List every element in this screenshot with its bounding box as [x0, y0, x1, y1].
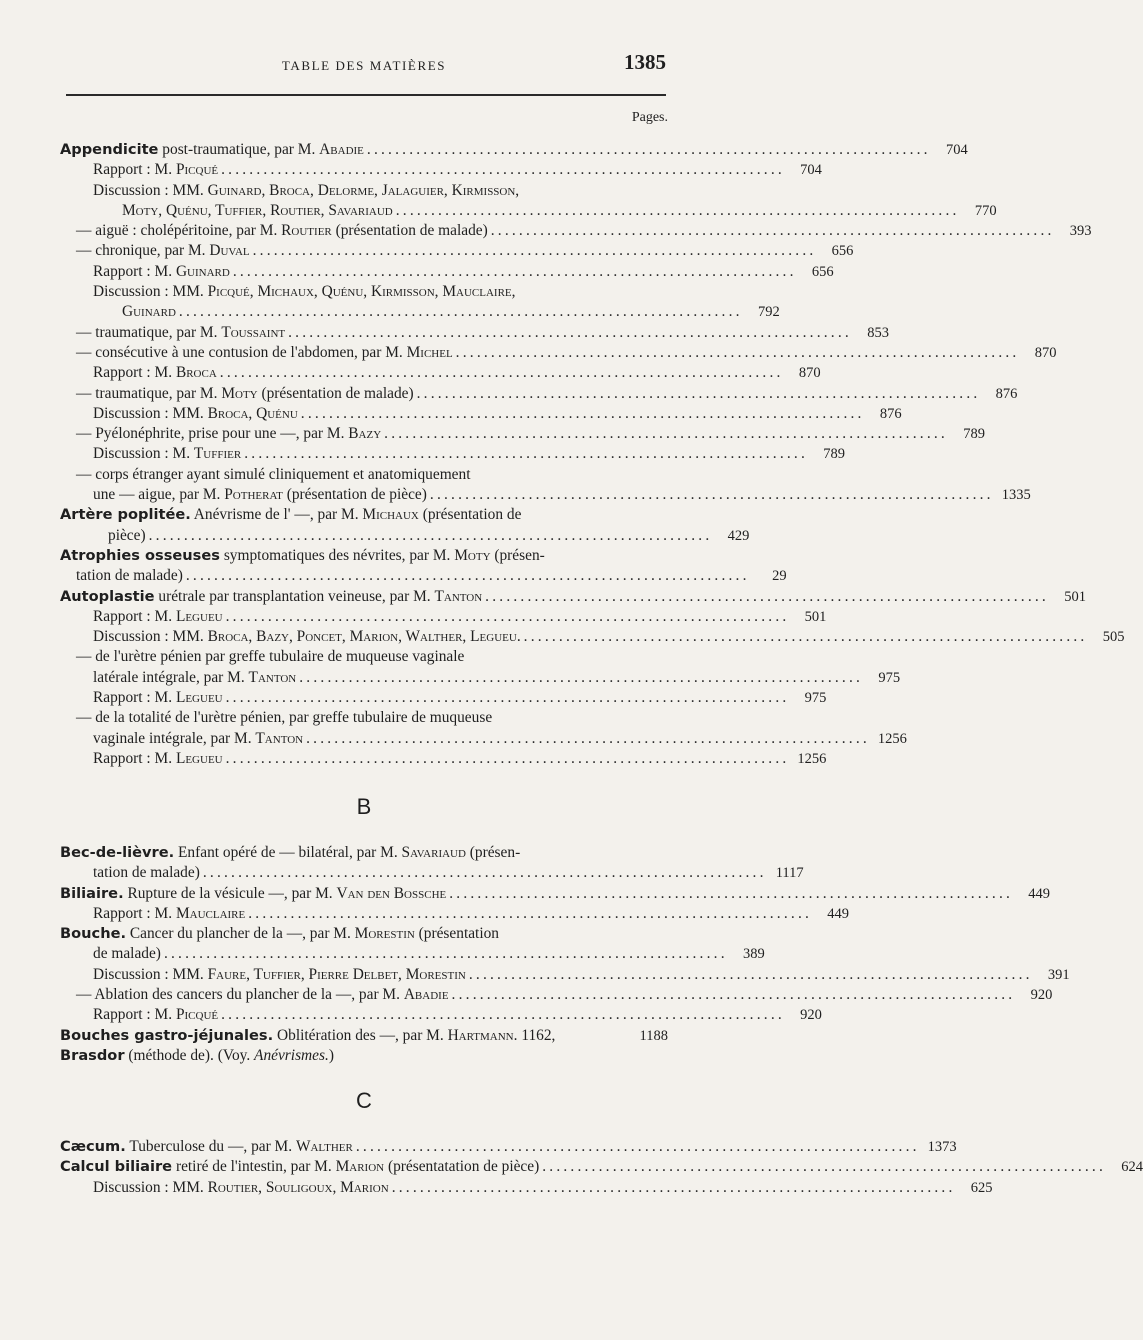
author-name: Tuffier [193, 445, 242, 463]
author-name: Broca [175, 364, 217, 382]
dot-leader: ................................................................................ [384, 425, 948, 443]
entry-text: Discussion : MM. Faure, Tuffier, Pierre Delbet, Morestin [93, 965, 466, 983]
index-section-b [60, 843, 1070, 1066]
author-name: Legueu [175, 607, 223, 625]
cross-reference: Anévrismes. [254, 1046, 329, 1064]
page-reference: 391 [1047, 966, 1070, 983]
index-entry [60, 843, 668, 863]
dot-leader: ................................................................................ [225, 749, 790, 767]
index-entry [60, 1157, 1143, 1177]
author-name: Broca, Quénu [207, 404, 298, 422]
index-entry [60, 485, 1031, 505]
index-entry [60, 444, 846, 464]
dot-leader: ................................................................................ [232, 262, 797, 280]
page-reference: 449 [827, 905, 850, 922]
entry-heading: Biliaire. [60, 884, 124, 902]
index-entry [60, 465, 668, 485]
page-reference: 1117 [775, 865, 804, 882]
page-reference: 656 [831, 243, 854, 260]
dot-leader: ................................................................................ [178, 303, 743, 321]
author-name: Routier, Souligoux, Marion [207, 1178, 389, 1196]
author-name: Guinard, Broca, Delorme, Jalaguier, Kirmisson, [207, 181, 520, 199]
entry-text [122, 201, 393, 221]
entry-text: Brasdor (méthode de). (Voy. Anévrismes.) [60, 1046, 334, 1064]
index-entry [60, 884, 1051, 904]
dot-leader: ................................................................................ [252, 242, 817, 260]
dot-leader: ................................................................................ [449, 884, 1014, 902]
page-number: 1385 [624, 50, 666, 74]
entry-heading: Calcul biliaire [60, 1158, 173, 1176]
index-entry [60, 343, 1057, 363]
index-entry [60, 863, 804, 883]
entry-text: latérale intégrale, par M. Tanton [93, 668, 297, 686]
entry-text: Rapport : M. Legueu [93, 749, 223, 767]
author-name: Toussaint [221, 323, 286, 341]
entry-text: — traumatique, par M. Toussaint [76, 323, 286, 341]
page-reference: 920 [800, 1007, 822, 1024]
entry-text: de malade) [93, 945, 161, 963]
section-letter-b: B [356, 794, 372, 819]
author-name: Mauclaire [175, 904, 246, 922]
dot-leader: ................................................................................ [542, 1158, 1107, 1176]
dot-leader: ................................................................................ [225, 607, 790, 625]
author-name: Morestin [354, 925, 415, 943]
entry-heading: Artère poplitée. [60, 506, 191, 524]
index-entry [60, 587, 1086, 607]
index-entry [60, 363, 821, 383]
entry-text: Rapport : M. Legueu [93, 689, 223, 707]
author-name: Tanton [248, 668, 297, 686]
entry-text: une — aigue, par M. Potherat (présentation de pièce) [93, 486, 427, 504]
page-reference: 1188 [639, 1027, 668, 1044]
entry-text: — de la totalité de l'urètre pénien, par greffe tubulaire de muqueuse [76, 709, 493, 727]
page-reference: 789 [823, 446, 846, 463]
page-reference: 29 [772, 568, 787, 585]
entry-text: Discussion : MM. Broca, Bazy, Poncet, Marion, Walther, Legueu. [93, 628, 521, 646]
entry-text: Calcul biliaire retiré de l'intestin, par M. Marion (présentatation de pièce) [60, 1158, 540, 1176]
dot-leader: ................................................................................ [355, 1138, 920, 1155]
page-reference: 975 [804, 690, 827, 707]
page-reference: 975 [878, 669, 901, 686]
dot-leader: ................................................................................ [185, 567, 750, 585]
entry-text: Bouches gastro-jéjunales. Oblitération des —, par M. Hartmann. 1162, [60, 1026, 556, 1044]
page-reference: 393 [1069, 223, 1092, 240]
entry-text: — aiguë : cholépéritoine, par M. Routier (présentation de malade) [76, 222, 488, 240]
dot-leader: ................................................................................ [395, 201, 960, 219]
author-name: Broca, Bazy, Poncet, Marion, Walther, Legueu [207, 628, 517, 646]
dot-leader: ................................................................................ [485, 587, 1049, 605]
entry-text: Rapport : M. Picqué [93, 161, 219, 179]
index-entry [60, 302, 780, 322]
author-name: Abadie [403, 986, 449, 1004]
index-entry [60, 160, 822, 180]
entry-heading: Cæcum. [60, 1138, 126, 1155]
entry-text: Rapport : M. Legueu [93, 607, 223, 625]
index-entry [60, 201, 997, 221]
entry-text: Biliaire. Rupture de la vésicule —, par M. Van den Bossche [60, 884, 447, 902]
index-entry [60, 181, 668, 201]
page-reference: 1256 [797, 750, 827, 767]
page-reference: 789 [963, 426, 985, 443]
entry-text: Autoplastie urétrale par transplantation veineuse, par M. Tanton [60, 587, 483, 605]
author-name: Potherat [224, 486, 283, 504]
entry-text: Artère poplitée. Anévrisme de l' —, par M. Michaux (présentation de [60, 506, 522, 524]
author-name: Bazy [348, 425, 382, 443]
author-name: Guinard [122, 303, 176, 321]
page-reference: 501 [804, 608, 827, 625]
entry-text: vaginale intégrale, par M. Tanton [93, 729, 304, 747]
author-name: Abadie [319, 141, 364, 158]
dot-leader: ................................................................................ [468, 965, 1033, 983]
index-entry [60, 526, 750, 546]
header-rule [66, 94, 666, 96]
index-entry [60, 404, 902, 424]
index-entry [60, 1046, 668, 1066]
index-entry [60, 749, 827, 769]
author-name: Duval [209, 242, 250, 260]
author-name: Routier [281, 222, 332, 240]
author-name: Faure, Tuffier, Pierre Delbet, Morestin [207, 965, 466, 983]
index-entry [60, 904, 850, 924]
entry-text: — de l'urètre pénien par greffe tubulaire de muqueuse vaginale [76, 648, 465, 666]
dot-leader: ................................................................................ [366, 141, 931, 158]
page-reference: 870 [1034, 344, 1057, 361]
page-reference: 624 [1121, 1159, 1143, 1176]
page-reference: 449 [1028, 885, 1051, 902]
author-name: Moty, Quénu, Tuffier, Routier, Savariaud [122, 201, 393, 219]
entry-heading: Bouche. [60, 925, 127, 943]
dot-leader: ................................................................................ [221, 161, 785, 179]
page-reference: 505 [1102, 629, 1125, 646]
page-header [62, 48, 666, 82]
index-entry [60, 241, 854, 261]
index-entry [60, 384, 1018, 404]
author-name: Savariaud [401, 844, 466, 861]
entry-text: pièce) [108, 526, 146, 544]
entry-text [122, 302, 176, 322]
entry-text: Appendicite post-traumatique, par M. Abadie [60, 141, 364, 158]
dot-leader: ................................................................................ [416, 384, 981, 402]
dot-leader: ................................................................................ [523, 628, 1088, 646]
index-entry [60, 627, 1125, 647]
page-reference: 792 [757, 304, 780, 321]
index-entry [60, 505, 668, 525]
entry-heading: Bec-de-lièvre. [60, 844, 175, 861]
author-name: Van den Bossche [336, 884, 447, 902]
dot-leader: ................................................................................ [300, 404, 865, 422]
entry-text: Rapport : M. Guinard [93, 262, 230, 280]
entry-heading: Atrophies osseuses [60, 546, 220, 564]
entry-text: tation de malade) [93, 864, 200, 882]
page-reference: 1256 [877, 730, 907, 747]
index-entry [60, 729, 907, 749]
entry-text: — consécutive à une contusion de l'abdomen, par M. Michel [76, 343, 453, 361]
entry-heading: Autoplastie [60, 587, 155, 605]
author-name: Moty [221, 384, 258, 402]
dot-leader: ................................................................................ [248, 904, 813, 922]
entry-heading: Appendicite [60, 141, 159, 158]
author-name: Hartmann [447, 1026, 514, 1044]
section-letter-c: C [356, 1088, 372, 1113]
index-entry [60, 965, 1070, 985]
page-reference: 656 [811, 263, 834, 280]
author-name: Picqué [175, 161, 219, 179]
index-entry [60, 1137, 957, 1157]
dot-leader: ................................................................................ [490, 222, 1055, 240]
entry-text: Rapport : M. Broca [93, 364, 217, 382]
page-reference: 920 [1030, 987, 1053, 1004]
page-reference: 1335 [1001, 487, 1031, 504]
dot-leader: ................................................................................ [225, 689, 790, 707]
author-name: Michel [406, 343, 453, 361]
author-name: Legueu [175, 749, 223, 767]
page-reference: 876 [995, 385, 1018, 402]
entry-text: Bouche. Cancer du plancher de la —, par M. Morestin (présentation [60, 925, 500, 943]
index-entry [60, 688, 827, 708]
entry-text: Rapport : M. Picqué [93, 1006, 219, 1024]
page-reference: 876 [879, 405, 902, 422]
index-entry [60, 985, 1053, 1005]
author-name: Michaux [362, 506, 419, 524]
entry-text: — Ablation des cancers du plancher de la —, par M. Abadie [76, 986, 449, 1004]
entry-text: Discussion : MM. Routier, Souligoux, Marion [93, 1178, 389, 1196]
index-section-c [60, 1137, 1143, 1198]
author-name: Picqué, Michaux, Quénu, Kirmisson, Mauclaire, [207, 283, 516, 301]
index-section-a [60, 140, 1125, 769]
entry-text: Discussion : MM. Guinard, Broca, Delorme, Jalaguier, Kirmisson, [93, 181, 520, 199]
entry-heading: Brasdor [60, 1046, 125, 1064]
index-entry [60, 668, 901, 688]
author-name: Tanton [255, 729, 304, 747]
page-reference: 1373 [927, 1139, 957, 1155]
author-name: Marion [335, 1158, 385, 1176]
entry-text: — Pyélonéphrite, prise pour une —, par M. Bazy [76, 425, 382, 443]
index-entry [60, 323, 889, 343]
dot-leader: ................................................................................ [391, 1178, 956, 1196]
running-title: TABLE DES MATIÈRES [281, 58, 447, 73]
page-reference: 704 [800, 162, 822, 179]
page-reference: 870 [798, 365, 821, 382]
page-reference: 625 [970, 1179, 993, 1196]
index-entry [60, 566, 787, 586]
dot-leader: ................................................................................ [202, 864, 767, 882]
index-entry [60, 424, 985, 444]
dot-leader: ................................................................................ [306, 729, 870, 747]
dot-leader: ................................................................................ [455, 343, 1020, 361]
author-name: Tanton [434, 587, 483, 605]
entry-text: Rapport : M. Mauclaire [93, 904, 246, 922]
page-reference: 770 [974, 202, 997, 219]
dot-leader: ................................................................................ [221, 1006, 785, 1024]
entry-text: — corps étranger ayant simulé cliniquement et anatomiquement [76, 465, 471, 483]
index-entry [60, 647, 668, 667]
index-entry [60, 944, 765, 964]
index-entry [60, 221, 1092, 241]
entry-text: — chronique, par M. Duval [76, 242, 250, 260]
dot-leader: ................................................................................ [451, 986, 1016, 1004]
entry-text: Discussion : M. Tuffier [93, 445, 242, 463]
index-entry [60, 1178, 993, 1198]
index-entry [60, 546, 668, 566]
dot-leader: ................................................................................ [288, 323, 852, 341]
page-reference: 429 [727, 527, 750, 544]
index-entry [60, 262, 834, 282]
author-name: Moty [454, 546, 491, 564]
index-entry [60, 140, 968, 160]
pages-column-label: Pages. [631, 110, 668, 125]
index-entry [60, 924, 668, 944]
entry-text: Discussion : MM. Picqué, Michaux, Quénu, Kirmisson, Mauclaire, [93, 283, 516, 301]
page-reference: 704 [945, 142, 968, 158]
dot-leader: ................................................................................ [219, 364, 784, 382]
entry-heading: Bouches gastro-jéjunales. [60, 1026, 274, 1044]
dot-leader: ................................................................................ [429, 486, 994, 504]
entry-text: Cæcum. Tuberculose du —, par M. Walther [60, 1138, 353, 1155]
author-name: Legueu [175, 689, 223, 707]
author-name: Walther [295, 1138, 353, 1155]
page-reference: 501 [1064, 588, 1086, 605]
index-entry [60, 708, 668, 728]
index-entry [60, 607, 827, 627]
author-name: Guinard [175, 262, 230, 280]
page-reference: 853 [867, 324, 889, 341]
page-reference: 389 [743, 946, 765, 963]
entry-text: — traumatique, par M. Moty (présentation de malade) [76, 384, 414, 402]
entry-text: Bec-de-lièvre. Enfant opéré de — bilatéral, par M. Savariaud (présen- [60, 844, 521, 861]
entry-text: tation de malade) [76, 567, 183, 585]
index-entry [60, 1026, 668, 1046]
index-entry [60, 282, 668, 302]
index-entry [60, 1005, 822, 1025]
dot-leader: ................................................................................ [148, 526, 713, 544]
dot-leader: ................................................................................ [163, 945, 728, 963]
entry-text: Atrophies osseuses symptomatiques des névrites, par M. Moty (présen- [60, 546, 545, 564]
author-name: Picqué [175, 1006, 219, 1024]
dot-leader: ................................................................................ [244, 445, 809, 463]
entry-text: Discussion : MM. Broca, Quénu [93, 404, 298, 422]
dot-leader: ................................................................................ [299, 668, 864, 686]
